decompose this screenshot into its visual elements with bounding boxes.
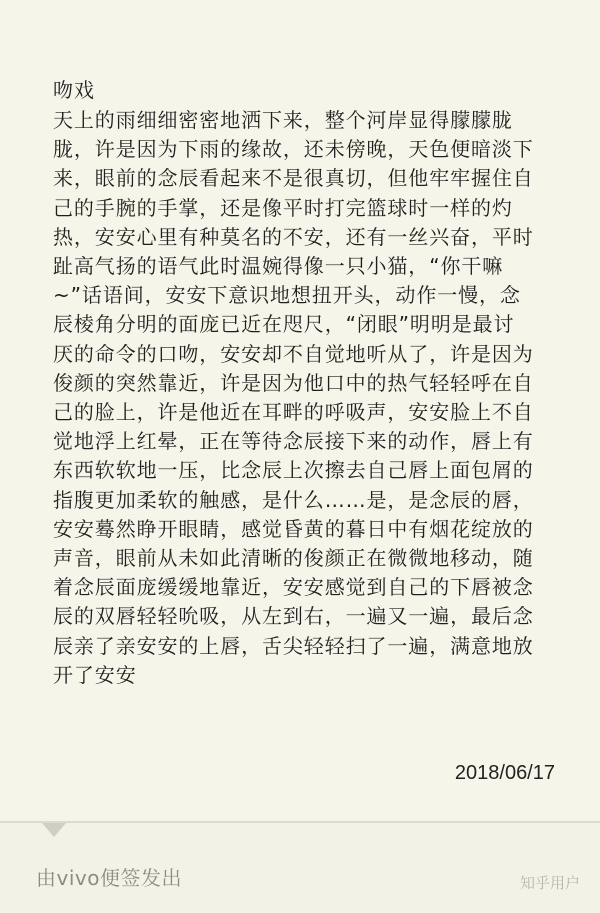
note-date: 2018/06/17: [454, 762, 555, 784]
divider-notch-icon: [42, 823, 66, 837]
body-line: 安安蓦然睁开眼睛，感觉昏黄的暮日中有烟花绽放的: [53, 516, 534, 541]
body-line: 辰亲了亲安安的上唇，舌尖轻轻扫了一遍，满意地放: [53, 633, 534, 658]
body-line: 东西软软地一压，比念辰上次擦去自己唇上面包屑的: [53, 458, 534, 483]
body-line: 厌的命令的口吻，安安却不自觉地听从了，许是因为: [53, 341, 534, 366]
note-body: [53, 106, 573, 690]
body-line: 胧，许是因为下雨的缘故，还未傍晚，天色便暗淡下: [53, 137, 534, 162]
body-line: 趾高气扬的语气此时温婉得像一只小猫，“你干嘛: [53, 254, 504, 279]
body-line: 辰棱角分明的面庞已近在咫尺，“闭眼”明明是最讨: [53, 312, 515, 337]
note-title: 吻戏: [53, 78, 95, 102]
body-line: 热，安安心里有种莫名的不安，还有一丝兴奋，平时: [53, 224, 534, 249]
body-line: 俊颜的突然靠近，许是因为他口中的热气轻轻呼在自: [53, 370, 534, 395]
source-label: 由vivo便签发出: [36, 866, 182, 890]
body-line: 觉地浮上红晕，正在等待念辰接下来的动作，唇上有: [53, 429, 534, 454]
body-line: 己的脸上，许是他近在耳畔的呼吸声，安安脸上不自: [53, 400, 534, 425]
body-line: 己的手腕的手掌，还是像平时打完篮球时一样的灼: [53, 195, 513, 220]
body-line: 指腹更加柔软的触感，是什么……是，是念辰的唇，: [53, 487, 534, 512]
body-line: 开了安安: [53, 662, 137, 687]
body-line: 辰的双唇轻轻吮吸，从左到右，一遍又一遍，最后念: [53, 604, 534, 629]
body-line: 来，眼前的念辰看起来不是很真切，但他牢牢握住自: [53, 166, 534, 191]
body-line: 着念辰面庞缓缓地靠近，安安感觉到自己的下唇被念: [53, 575, 534, 600]
body-line: 声音，眼前从未如此清晰的俊颜正在微微地移动，随: [53, 546, 534, 571]
body-line: ~”话语间，安安下意识地想扭开头，动作一慢，念: [53, 283, 521, 308]
body-line: 天上的雨细细密密地洒下来，整个河岸显得朦朦胧: [53, 108, 513, 132]
watermark: 知乎用户: [519, 874, 580, 892]
footer: [0, 823, 600, 913]
